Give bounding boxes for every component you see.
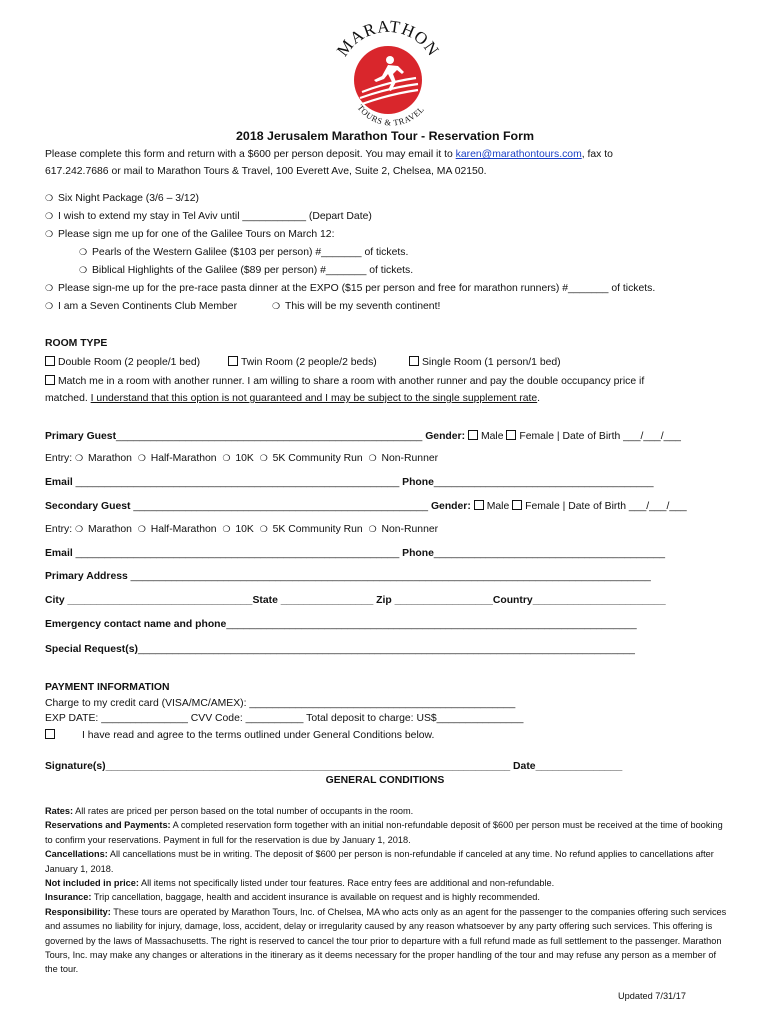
secondary-guest-label: Secondary Guest	[45, 501, 131, 512]
primary-email-row[interactable]	[45, 477, 654, 488]
condition-text: Trip cancellation, baggage, health and accident insurance is available on request and is highly recommended.	[91, 892, 540, 903]
signature-label: Signature(s)	[45, 761, 106, 772]
gender-label: Gender:	[425, 431, 466, 442]
primary-guest-label: Primary Guest	[45, 431, 117, 442]
condition-label: Not included in price:	[45, 878, 139, 889]
room-match-text: matched.	[45, 393, 91, 404]
emergency-label: Emergency contact name and phone	[45, 619, 227, 630]
special-request-field[interactable]: ______________________________________________________________________________________	[137, 644, 635, 655]
secondary-guest-field[interactable]: ___________________________________________________	[133, 501, 429, 512]
checkbox-icon[interactable]	[409, 356, 419, 366]
condition-rates	[45, 804, 727, 818]
zip-field[interactable]: _________________	[394, 595, 493, 606]
option-extend[interactable]	[45, 211, 372, 222]
radio-bullet-icon[interactable]: ❍	[222, 524, 231, 534]
room-double[interactable]	[45, 356, 200, 368]
option-seventh[interactable]	[272, 301, 440, 312]
checkbox-icon[interactable]	[45, 729, 55, 739]
primary-address-label: Primary Address	[45, 571, 128, 582]
exp-cvv-field[interactable]: EXP DATE: _______________ CVV Code: __________ Total deposit to charge: US$_______________	[45, 713, 524, 724]
primary-entry-row[interactable]	[45, 453, 438, 464]
radio-bullet-icon[interactable]: ❍	[259, 524, 268, 534]
radio-bullet-icon[interactable]: ❍	[272, 301, 281, 311]
special-request-label: Special Request(s)	[45, 644, 138, 655]
primary-guest-row[interactable]	[45, 430, 681, 442]
charge-field[interactable]: Charge to my credit card (VISA/MC/AMEX): ______________________________________________	[45, 698, 516, 709]
radio-bullet-icon[interactable]: ❍	[137, 453, 146, 463]
entry-10k: 10K	[235, 453, 254, 464]
checkbox-icon[interactable]	[45, 375, 55, 385]
entry-5k: 5K Community Run	[272, 524, 363, 535]
signature-row[interactable]	[45, 761, 622, 772]
condition-text: All items not specifically listed under tour features. Race entry fees are additional and non-refundable.	[138, 878, 555, 889]
room-single-label: Single Room (1 person/1 bed)	[422, 357, 561, 368]
condition-text: A completed reservation form together with an initial non-refundable deposit of $600 per person must be received at the time of booking to confirm your reservations. Payment in full for the reservation is due by January 1, 2018.	[45, 820, 723, 845]
radio-bullet-icon[interactable]: ❍	[368, 524, 377, 534]
city-row[interactable]	[45, 595, 666, 606]
logo-bottom-text: TOURS & TRAVEL	[355, 102, 427, 128]
marathon-tours-logo	[318, 8, 458, 128]
room-match-line-2	[45, 393, 540, 404]
condition-insurance	[45, 890, 727, 904]
state-field[interactable]: ________________	[280, 595, 374, 606]
entry-half: Half-Marathon	[150, 524, 217, 535]
email-field[interactable]: ________________________________________________________	[75, 477, 400, 488]
condition-cancellations	[45, 847, 727, 876]
option-pasta-label: Please sign-me up for the pre-race pasta dinner at the EXPO ($15 per person and free for marathon runners) #_______ of tickets.	[58, 283, 656, 294]
phone-field[interactable]: ______________________________________	[433, 477, 654, 488]
secondary-email-row[interactable]	[45, 548, 665, 559]
room-twin-label: Twin Room (2 people/2 beds)	[241, 357, 377, 368]
option-galilee[interactable]	[45, 229, 334, 240]
option-package-label: Six Night Package (3/6 – 3/12)	[58, 193, 199, 204]
payment-heading: PAYMENT INFORMATION	[45, 682, 170, 693]
general-conditions-heading: GENERAL CONDITIONS	[325, 775, 445, 786]
entry-10k: 10K	[235, 524, 254, 535]
checkbox-icon[interactable]	[506, 430, 516, 440]
condition-reservations	[45, 818, 727, 847]
option-extend-label: I wish to extend my stay in Tel Aviv until ___________ (Depart Date)	[58, 211, 372, 222]
room-type-heading: ROOM TYPE	[45, 338, 108, 349]
emergency-field[interactable]: _______________________________________________________________________	[226, 619, 637, 630]
entry-non-runner: Non-Runner	[381, 453, 439, 464]
condition-label: Insurance:	[45, 892, 92, 903]
phone-label: Phone	[402, 477, 434, 488]
page-title: 2018 Jerusalem Marathon Tour - Reservation Form	[236, 129, 534, 143]
phone-field[interactable]: ________________________________________	[433, 548, 666, 559]
option-biblical-label: Biblical Highlights of the Galilee ($89 per person) #_______ of tickets.	[92, 265, 414, 276]
primary-address-row[interactable]	[45, 571, 651, 582]
option-pasta[interactable]	[45, 283, 655, 294]
condition-label: Responsibility:	[45, 906, 111, 917]
option-seven-member[interactable]	[45, 301, 237, 312]
special-request-row[interactable]	[45, 644, 635, 655]
option-galilee-label: Please sign me up for one of the Galilee Tours on March 12:	[58, 229, 335, 240]
checkbox-icon[interactable]	[512, 500, 522, 510]
entry-5k: 5K Community Run	[272, 453, 363, 464]
intro-line-1	[45, 149, 613, 160]
date-label: Date	[513, 761, 536, 772]
radio-bullet-icon[interactable]: ❍	[79, 247, 88, 257]
option-pearls-label: Pearls of the Western Galilee ($103 per person) #_______ of tickets.	[92, 247, 409, 258]
radio-bullet-icon[interactable]: ❍	[79, 265, 88, 275]
signature-field[interactable]: ______________________________________________________________________	[105, 761, 511, 772]
intro-text: Please complete this form and return with a $600 per person deposit. You may email it to	[45, 149, 456, 160]
option-package[interactable]	[45, 193, 199, 204]
room-double-label: Double Room (2 people/1 bed)	[58, 357, 201, 368]
email-field[interactable]: ________________________________________________________	[75, 548, 400, 559]
option-pearls[interactable]	[79, 247, 408, 258]
date-field[interactable]: _______________	[535, 761, 623, 772]
phone-label: Phone	[402, 548, 434, 559]
secondary-guest-row[interactable]	[45, 500, 687, 512]
checkbox-icon[interactable]	[228, 356, 238, 366]
entry-non-runner: Non-Runner	[381, 524, 439, 535]
option-seventh-label: This will be my seventh continent!	[285, 301, 441, 312]
country-label: Country	[492, 595, 533, 606]
gender-female-dob: Female | Date of Birth ___/___/___	[525, 501, 687, 512]
checkbox-icon[interactable]	[474, 500, 484, 510]
primary-guest-field[interactable]: _____________________________________________________	[116, 431, 423, 442]
emergency-row[interactable]	[45, 619, 637, 630]
email-label: Email	[45, 548, 73, 559]
city-field[interactable]: ________________________________	[67, 595, 253, 606]
room-match-end: .	[537, 393, 541, 404]
radio-bullet-icon[interactable]: ❍	[45, 301, 54, 311]
radio-bullet-icon[interactable]: ❍	[75, 524, 84, 534]
condition-text: These tours are operated by Marathon Tours, Inc. of Chelsea, MA who acts only as an agent for the passenger to the companies offering such services and assumes no liability for injury, damage, loss, accident, delay or irregularity caused by any reason whatsoever by any party offering such services. This offering is governed by the laws of Massachusetts. The right is reserved to cancel the tour prior to departure with a full refund made as full settlement to the passenger. Marathon Tours, Inc. may make any changes or alterations in the itinerary as it deems necessary for the proper handling of the tour and may refuse any person as a member of the tour.	[45, 906, 727, 975]
radio-bullet-icon[interactable]: ❍	[45, 229, 54, 239]
agree-row[interactable]	[45, 729, 434, 741]
entry-half: Half-Marathon	[150, 453, 217, 464]
general-conditions-body	[45, 804, 727, 977]
logo-top-text: MARATHON	[332, 16, 444, 60]
condition-responsibility	[45, 905, 727, 977]
room-twin[interactable]	[228, 356, 377, 368]
intro-line-2: 617.242.7686 or mail to Marathon Tours & Travel, 100 Everett Ave, Suite 2, Chelsea, MA 02150.	[45, 166, 487, 177]
radio-bullet-icon[interactable]: ❍	[259, 453, 268, 463]
email-link[interactable]: karen@marathontours.com	[455, 149, 582, 160]
entry-marathon: Marathon	[88, 453, 132, 464]
room-match-disclaimer: I understand that this option is not guaranteed and I may be subject to the single supplement rate	[90, 393, 538, 404]
option-seven-member-label: I am a Seven Continents Club Member	[58, 301, 238, 312]
gender-male-label: Male	[486, 501, 510, 512]
entry-label: Entry:	[45, 524, 73, 535]
email-label: Email	[45, 477, 73, 488]
condition-label: Cancellations:	[45, 849, 108, 860]
agree-label: I have read and agree to the terms outlined under General Conditions below.	[82, 730, 435, 741]
state-label: State	[252, 595, 278, 606]
gender-label: Gender:	[430, 501, 471, 512]
primary-address-field[interactable]: __________________________________________________________________________________________	[130, 571, 651, 582]
intro-text-end: , fax to	[581, 149, 613, 160]
zip-label: Zip	[376, 595, 392, 606]
condition-label: Reservations and Payments:	[45, 820, 171, 831]
country-field[interactable]: _______________________	[532, 595, 666, 606]
city-label: City	[45, 595, 65, 606]
updated-date: Updated 7/31/17	[618, 991, 686, 1001]
radio-bullet-icon[interactable]: ❍	[45, 193, 54, 203]
condition-text: All rates are priced per person based on the total number of occupants in the room.	[73, 806, 414, 816]
gender-female-dob: Female | Date of Birth ___/___/___	[519, 431, 681, 442]
entry-label: Entry:	[45, 453, 73, 464]
secondary-entry-row[interactable]	[45, 524, 438, 535]
room-single[interactable]	[409, 356, 561, 368]
entry-marathon: Marathon	[88, 524, 132, 535]
radio-bullet-icon[interactable]: ❍	[222, 453, 231, 463]
radio-bullet-icon[interactable]: ❍	[75, 453, 84, 463]
condition-not-included	[45, 876, 727, 890]
radio-bullet-icon[interactable]: ❍	[368, 453, 377, 463]
checkbox-icon[interactable]	[468, 430, 478, 440]
radio-bullet-icon[interactable]: ❍	[45, 211, 54, 221]
condition-label: Rates:	[45, 806, 74, 816]
radio-bullet-icon[interactable]: ❍	[137, 524, 146, 534]
condition-text: All cancellations must be in writing. The deposit of $600 per person is non-refundable if canceled at any time. No refund applies to cancellations after January 1, 2018.	[45, 849, 714, 874]
room-match-label: Match me in a room with another runner. I am willing to share a room with another runner and pay the double occupancy price if	[58, 376, 645, 387]
gender-male-label: Male	[480, 431, 504, 442]
option-biblical[interactable]	[79, 265, 413, 276]
checkbox-icon[interactable]	[45, 356, 55, 366]
radio-bullet-icon[interactable]: ❍	[45, 283, 54, 293]
room-match[interactable]	[45, 375, 644, 387]
